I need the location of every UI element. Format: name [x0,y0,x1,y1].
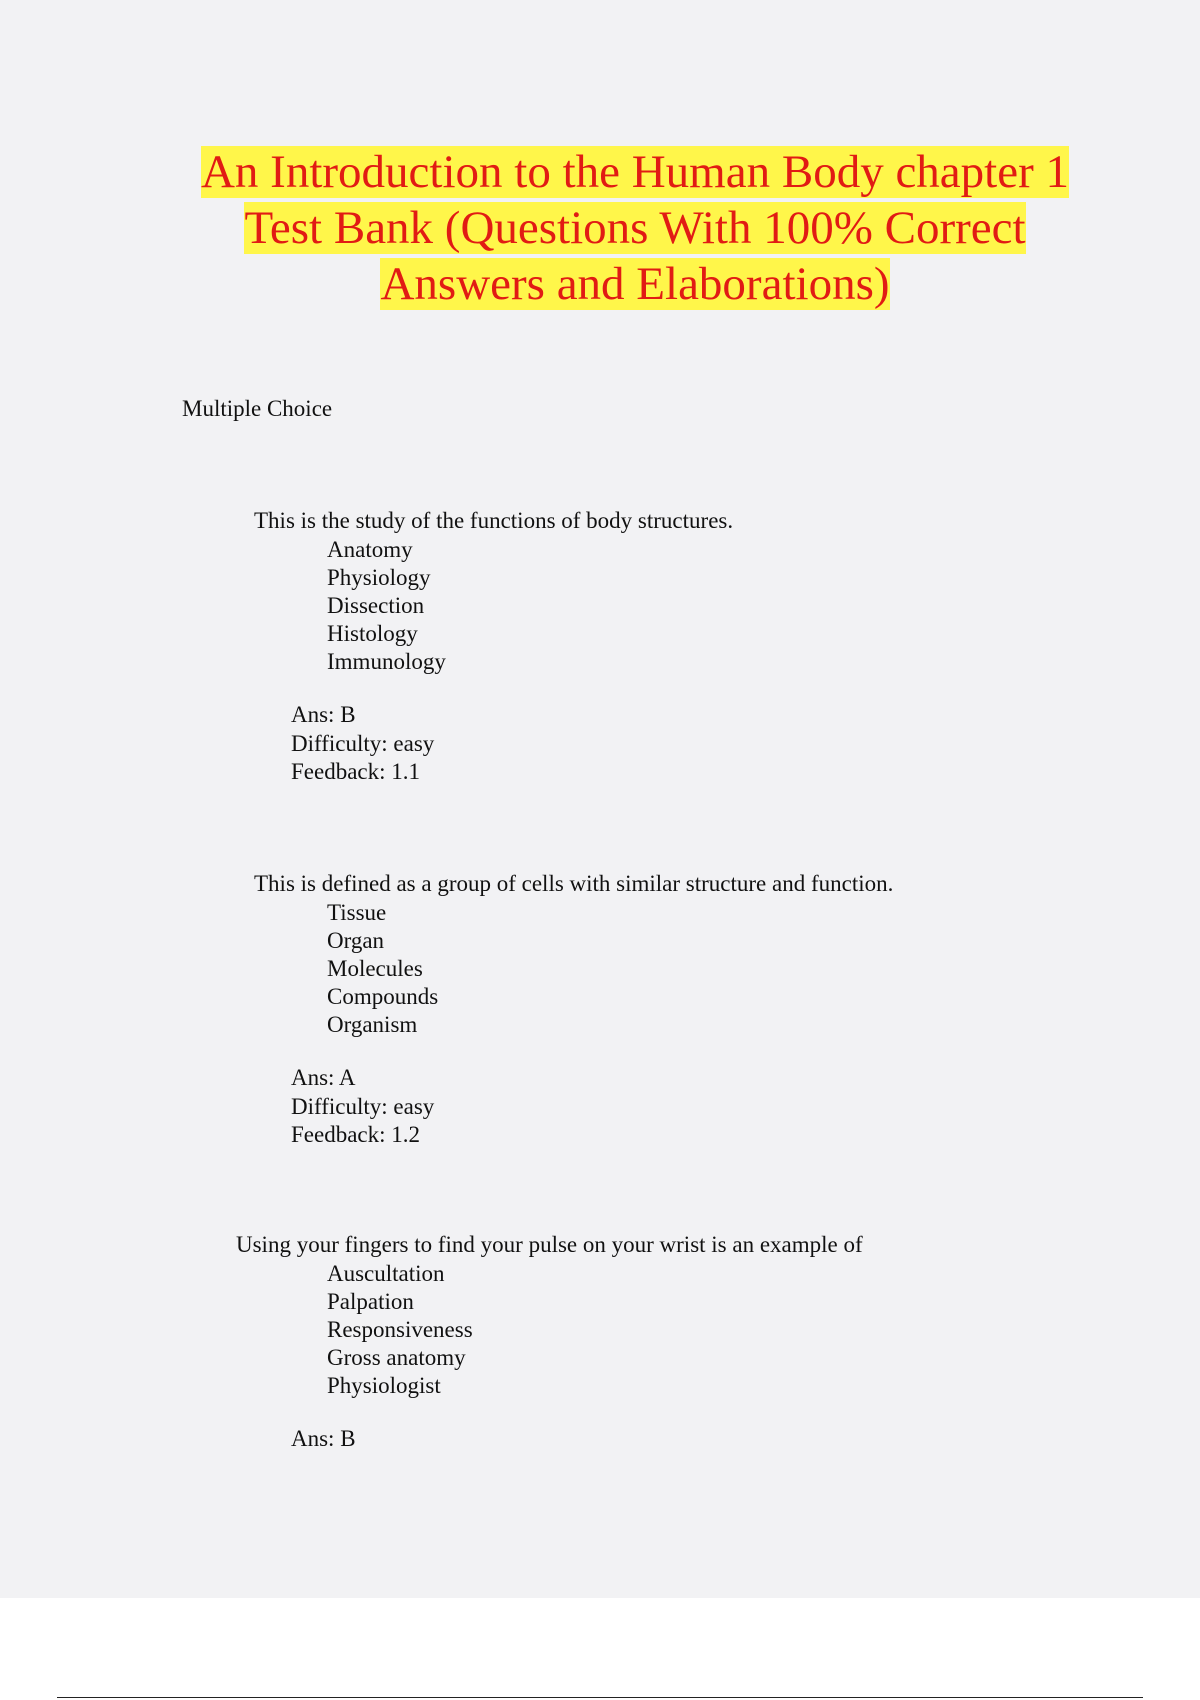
options-list [254,536,733,676]
question-stem: This is defined as a group of cells with similar structure and function. [254,871,894,896]
question-stem: Using your fingers to find your pulse on your wrist is an example of [236,1232,863,1257]
option-d: Histology [327,621,418,646]
option-b: Palpation [327,1289,414,1314]
options-list [236,1260,863,1400]
footer-divider [57,1697,1143,1698]
answer-text: Ans: B [291,702,356,727]
question-stem: This is the study of the functions of body structures. [254,508,734,533]
feedback-text: Feedback: 1.1 [291,759,421,784]
option-c: Responsiveness [327,1317,473,1342]
feedback-text: Feedback: 1.2 [291,1122,421,1147]
option-b: Physiology [327,565,431,590]
question-1 [254,506,733,787]
answer-text: Ans: B [291,1426,356,1451]
options-list [254,899,893,1039]
answer-text: Ans: A [291,1065,356,1090]
answer-meta [236,1425,863,1454]
title-line-2: Test Bank (Questions With 100% Correct [244,202,1026,254]
question-2 [254,869,893,1150]
option-d: Gross anatomy [327,1345,466,1370]
document-title [150,144,1120,312]
option-a: Tissue [327,900,387,925]
option-c: Molecules [327,956,423,981]
answer-meta [254,1064,893,1150]
option-e: Organism [327,1012,418,1037]
option-c: Dissection [327,593,425,618]
option-d: Compounds [327,984,439,1009]
option-e: Physiologist [327,1373,441,1398]
section-label: Multiple Choice [182,396,333,421]
option-e: Immunology [327,649,446,674]
option-b: Organ [327,928,385,953]
title-line-1: An Introduction to the Human Body chapter 1 [200,146,1069,198]
difficulty-text: Difficulty: easy [291,1093,435,1119]
difficulty-text: Difficulty: easy [291,730,435,756]
title-line-3: Answers and Elaborations) [380,258,890,310]
answer-meta [254,701,733,787]
option-a: Anatomy [327,537,413,562]
option-a: Auscultation [327,1261,445,1286]
title-block [150,144,1120,312]
question-3 [236,1230,863,1454]
